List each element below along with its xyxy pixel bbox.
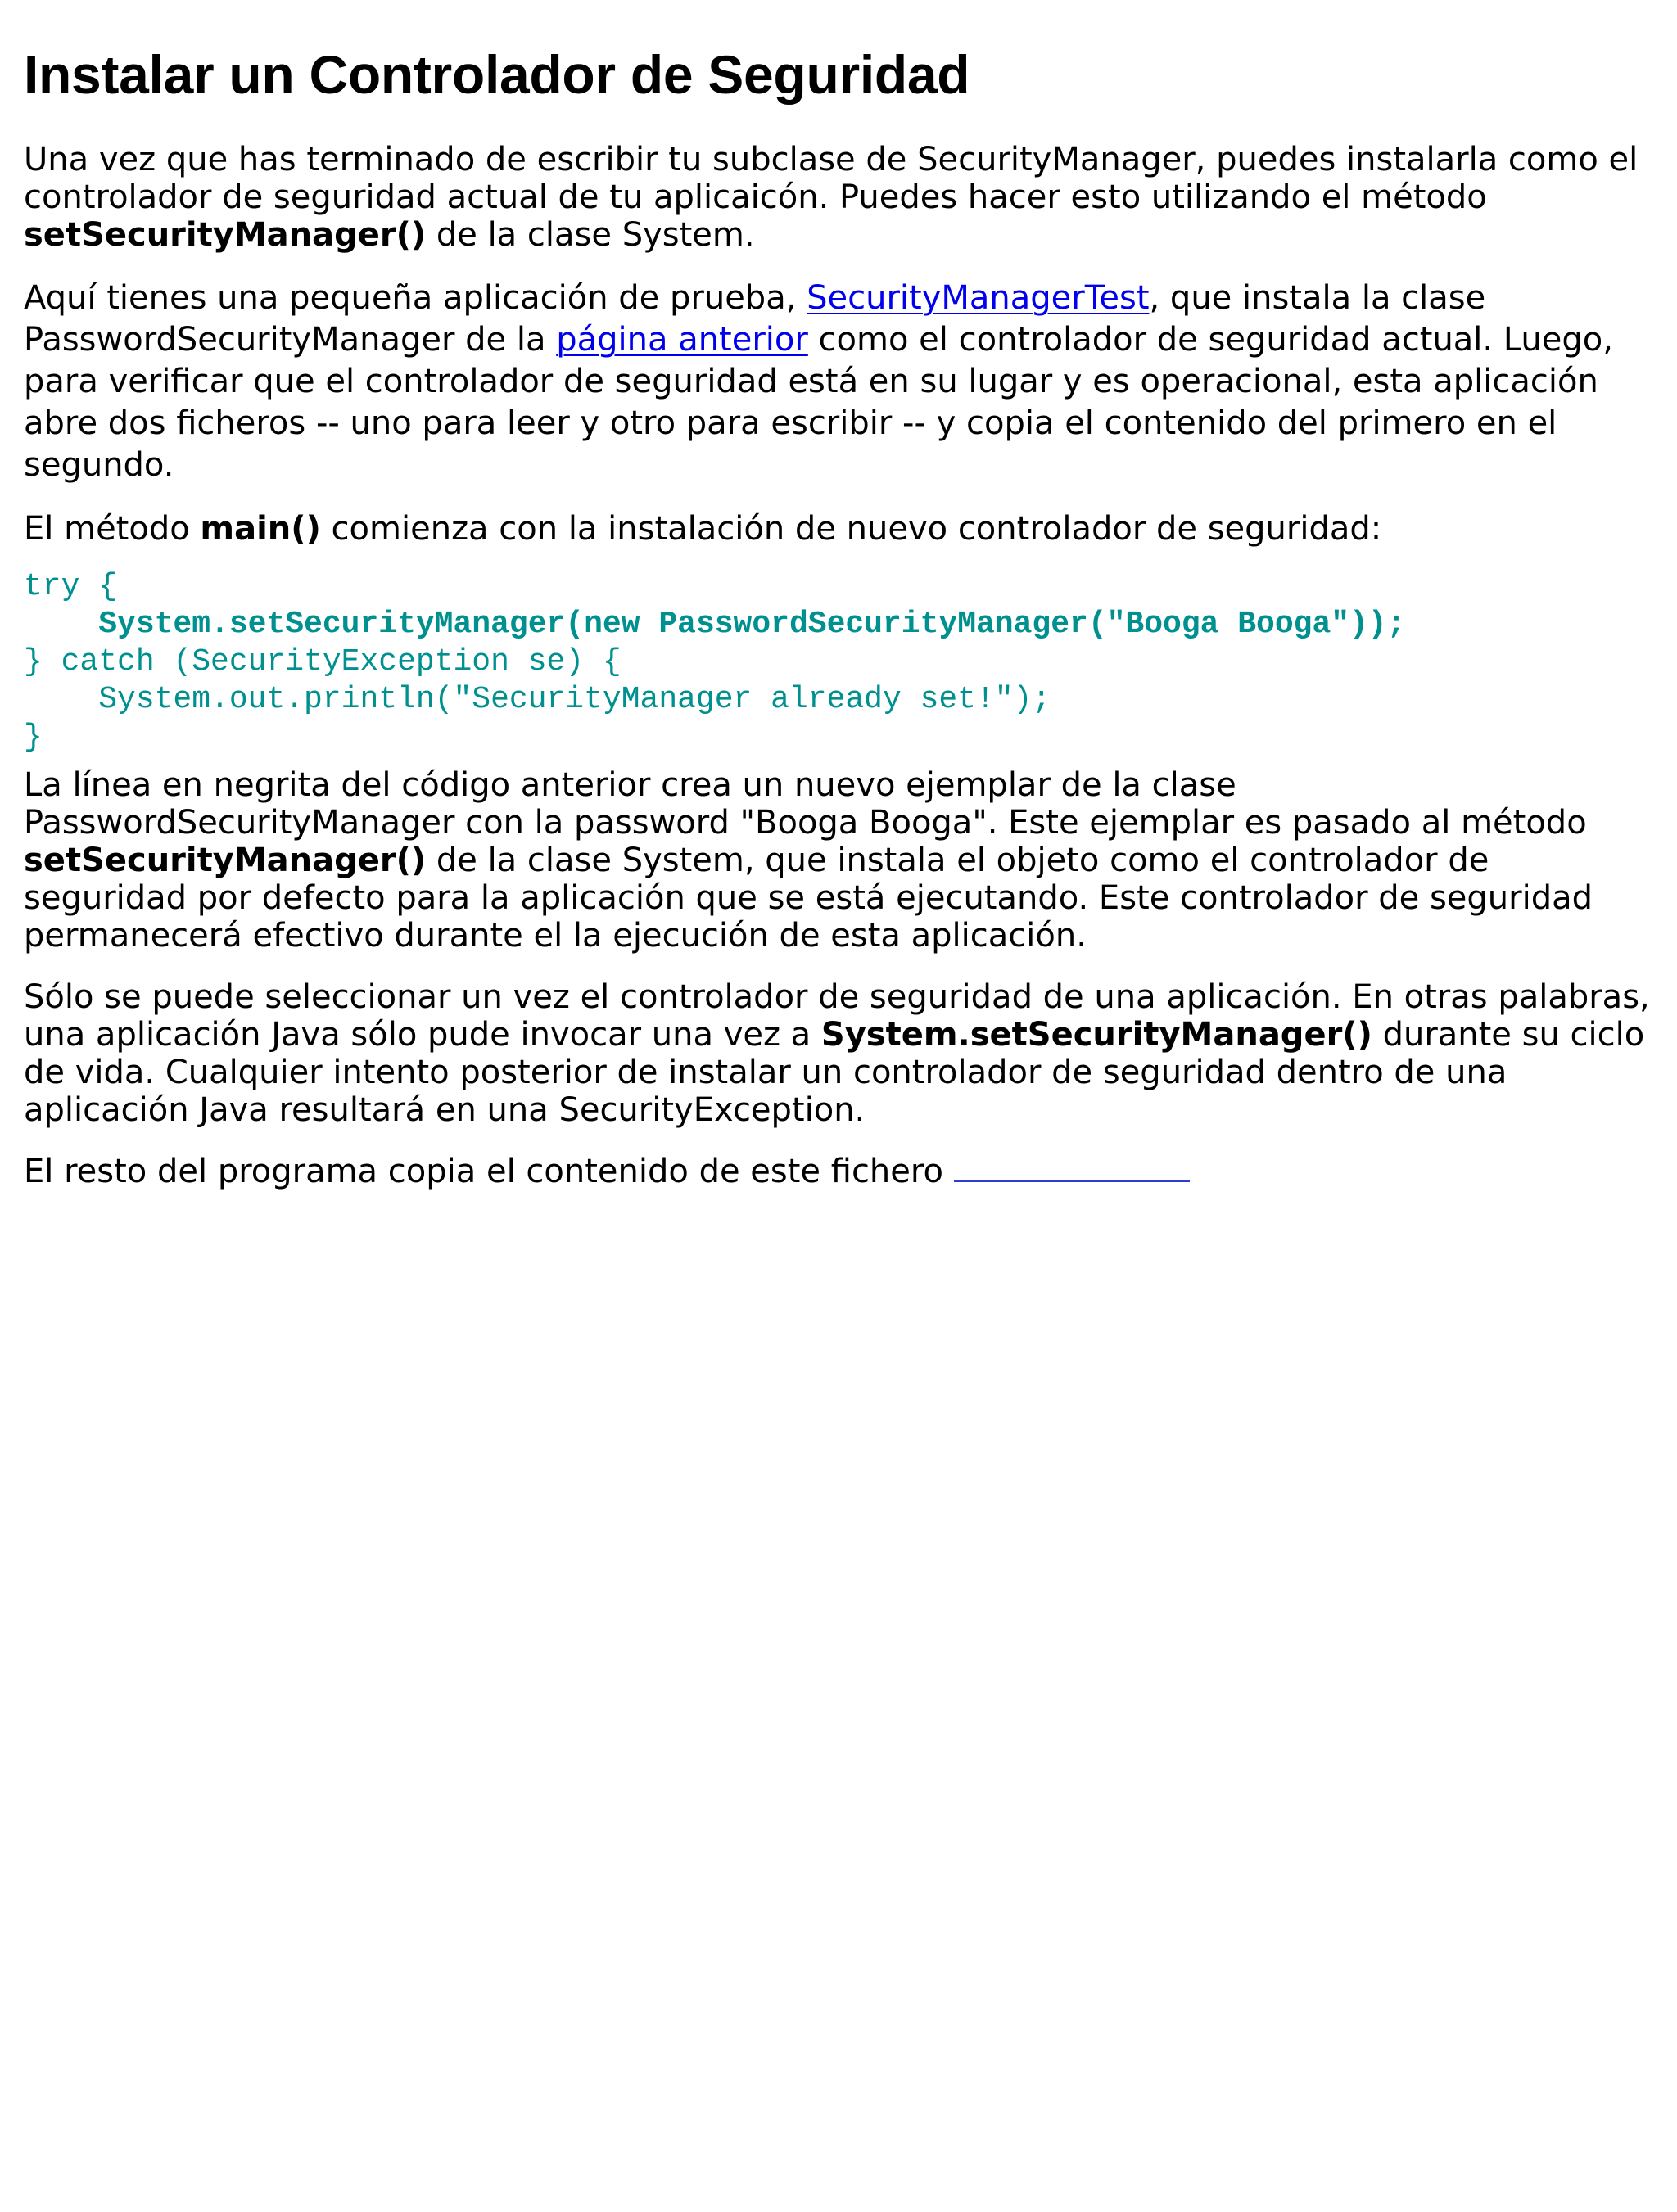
code-line-2-bold: System.setSecurityManager(new PasswordSecurityManager("Booga Booga")); <box>98 607 1406 642</box>
once-only-method-name: System.setSecurityManager() <box>820 1016 1372 1054</box>
code-line-2-indent <box>24 607 98 642</box>
once-only-text: Sólo se puede seleccionar un vez el controlador de seguridad de una aplicación. En otras palabras, una aplicación Java sólo pude invocar una vez a <box>24 978 1650 1054</box>
previous-page-link[interactable]: página anterior <box>556 321 808 359</box>
test-app-text-mid: , que instala la clase PasswordSecurityManager de la <box>24 279 1486 359</box>
copy-paragraph <box>24 1153 1653 1190</box>
main-method-text-end: comienza con la instalación de nuevo controlador de seguridad: <box>320 510 1382 548</box>
code-block <box>24 568 1653 756</box>
intro-paragraph <box>24 141 1653 254</box>
empty-link[interactable] <box>954 1173 1190 1182</box>
intro-text-end: de la clase System. <box>426 216 755 254</box>
once-only-text-end: durante su ciclo de vida. Cualquier intento posterior de instalar un controlador de seguridad dentro de una aplicación Java resultará en una SecurityException. <box>24 1016 1645 1129</box>
once-only-paragraph <box>24 978 1653 1129</box>
code-line-4: System.out.println("SecurityManager already set!"); <box>24 682 1051 717</box>
test-app-text: Aquí tienes una pequeña aplicación de prueba, <box>24 279 807 317</box>
code-line-3: } catch (SecurityException se) { <box>24 644 622 679</box>
copy-text: El resto del programa copia el contenido de este fichero <box>24 1153 954 1190</box>
test-app-text-end: como el controlador de seguridad actual. Luego, para verificar que el controlador de seguridad está en su lugar y es operacional, esta aplicación abre dos ficheros -- uno para leer y otro para escribir -- y copia el contenido del primero en el segundo. <box>24 321 1613 484</box>
code-line-5: } <box>24 720 43 755</box>
intro-text: Una vez que has terminado de escribir tu subclase de SecurityManager, puedes instalarla como el controlador de seguridad actual de tu aplicaicón. Puedes hacer esto utilizando el método <box>24 141 1639 216</box>
explanation-method-name: setSecurityManager() <box>24 842 427 879</box>
document-page <box>0 43 1677 1190</box>
test-app-paragraph <box>24 278 1653 486</box>
explanation-text-end: de la clase System, que instala el objeto como el controlador de seguridad por defecto para la aplicación que se está ejecutando. Este controlador de seguridad permanecerá efectivo durante el la ejecución de esta aplicación. <box>24 842 1593 955</box>
main-method-text: El método <box>24 510 201 548</box>
method-name: setSecurityManager() <box>24 216 427 254</box>
main-method-name: main() <box>200 510 321 548</box>
code-line-1: try { <box>24 569 118 604</box>
explanation-text: La línea en negrita del código anterior crea un nuevo ejemplar de la clase PasswordSecurityManager con la password "Booga Booga". Este ejemplar es pasado al método <box>24 766 1587 842</box>
main-method-paragraph <box>24 510 1653 548</box>
security-manager-test-link[interactable]: SecurityManagerTest <box>807 279 1150 317</box>
page-title: Instalar un Controlador de Seguridad <box>24 44 970 105</box>
explanation-paragraph <box>24 766 1653 955</box>
